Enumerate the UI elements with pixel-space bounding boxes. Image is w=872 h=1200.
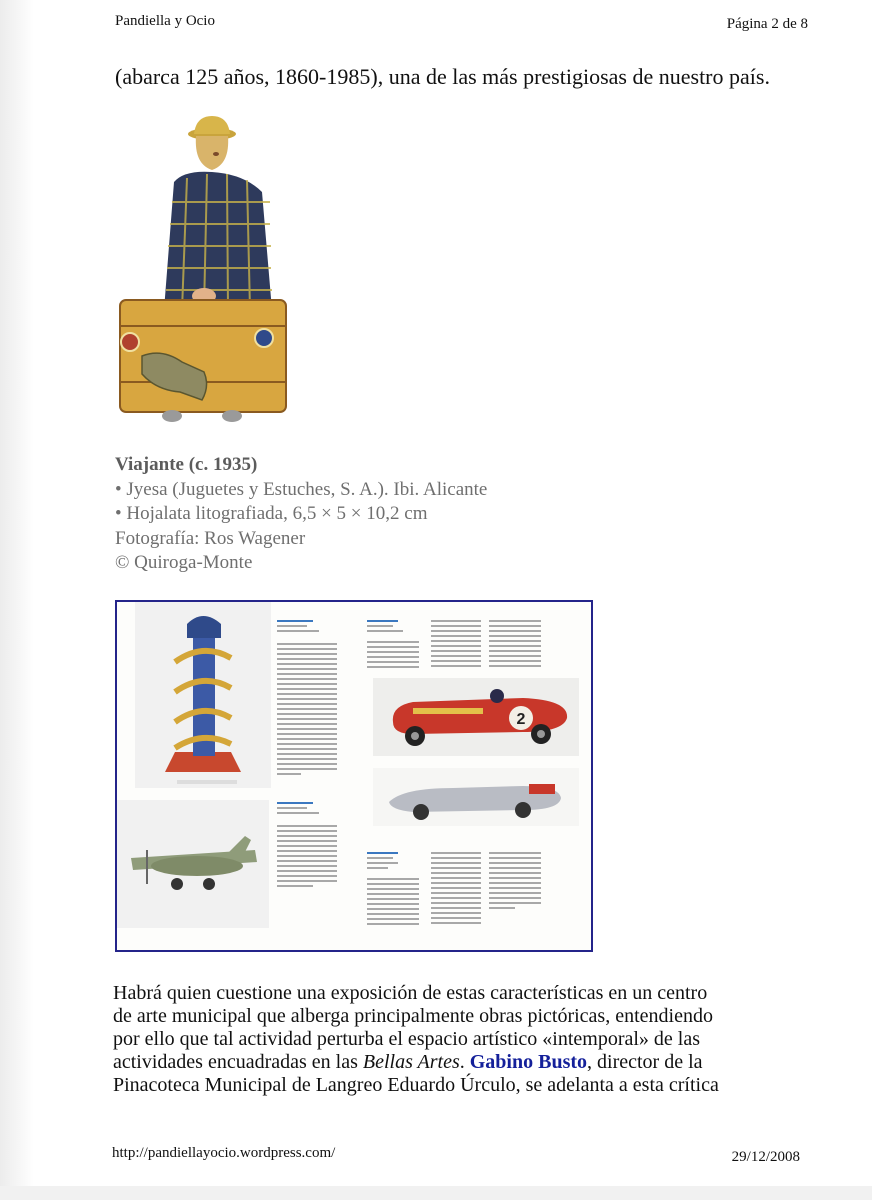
body-line: de arte municipal que alberga principalmente obras pictóricas, entendiendo	[113, 1005, 713, 1027]
caption-line: • Jyesa (Juguetes y Estuches, S. A.). Ibi. Alicante	[115, 478, 488, 500]
text-column	[277, 802, 337, 890]
text-column	[367, 852, 419, 928]
caption-line: Fotografía: Ros Wagener	[115, 527, 306, 549]
body-line: por ello que tal actividad perturba el espacio artístico «intemporal» de las	[113, 1028, 701, 1050]
toy-traveler-image	[112, 112, 292, 430]
footer-url: http://pandiellayocio.wordpress.com/	[112, 1145, 336, 1161]
text-column	[489, 852, 541, 912]
car-number: 2	[516, 711, 526, 728]
body-paragraph	[113, 982, 813, 1097]
text-column	[367, 620, 419, 671]
italic-term: Bellas Artes	[362, 1051, 460, 1073]
catalogue-spread-image	[115, 600, 593, 952]
spiral-tower-photo	[135, 602, 271, 788]
racing-car-photo	[373, 678, 579, 756]
body-text-segment: actividades encuadradas en las	[113, 1051, 363, 1073]
text-column	[489, 620, 541, 670]
airplane-photo	[117, 800, 269, 928]
body-text-segment: .	[459, 1051, 470, 1073]
caption-line: © Quiroga-Monte	[115, 552, 253, 573]
header-page-number: Página 2 de 8	[726, 16, 808, 32]
caption-line: • Hojalata litografiada, 6,5 × 5 × 10,2 cm	[115, 503, 428, 524]
text-column	[277, 620, 337, 778]
body-line: Habrá quien cuestione una exposición de estas características en un centro	[113, 982, 708, 1004]
image-caption	[115, 453, 487, 576]
caption-title: Viajante (c. 1935)	[115, 454, 258, 475]
footer-date: 29/12/2008	[731, 1149, 800, 1165]
intro-line: (abarca 125 años, 1860-1985), una de las más prestigiosas de nuestro país.	[115, 64, 770, 89]
gabino-busto-link[interactable]: Gabino Busto	[469, 1051, 588, 1073]
silver-car-photo	[373, 768, 579, 826]
page-bottom-edge	[0, 1186, 872, 1200]
body-text-segment: , director de la	[587, 1051, 703, 1073]
page-edge	[0, 0, 34, 1200]
text-column	[431, 852, 481, 927]
body-line: Pinacoteca Municipal de Langreo Eduardo Úrculo, se adelanta a esta crítica	[113, 1074, 719, 1096]
header-site-name: Pandiella y Ocio	[115, 13, 215, 29]
body-line	[113, 1051, 813, 1074]
text-column	[431, 620, 481, 670]
